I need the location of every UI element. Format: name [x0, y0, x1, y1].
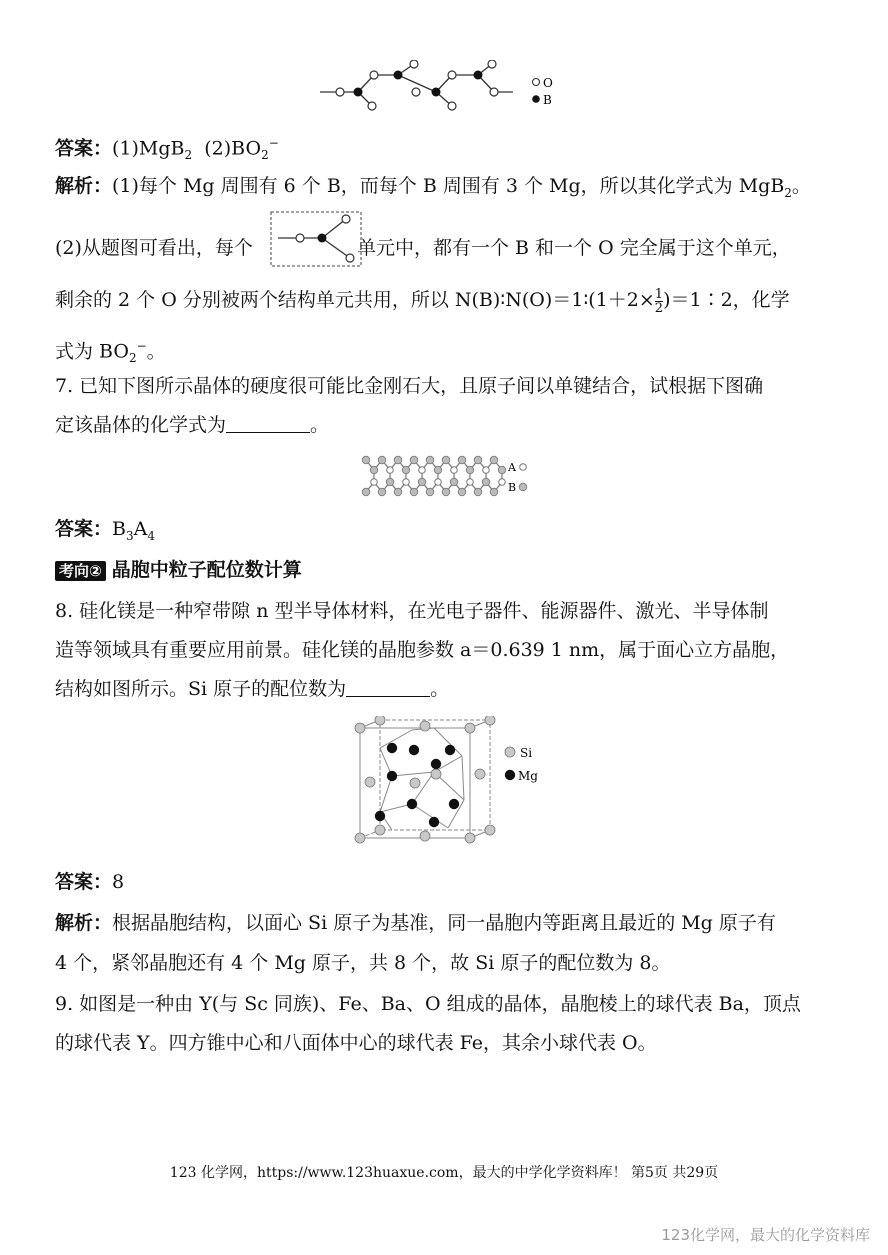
text: 结构如图所示。Si 原子的配位数为: [55, 678, 347, 700]
text: 定该晶体的化学式为: [55, 414, 227, 436]
text: 。: [791, 175, 811, 197]
text: )＝1∶2，化学: [663, 289, 790, 311]
text: 根据晶胞结构，以面心 Si 原子为基准，同一晶胞内等距离且最近的 Mg 原子有: [112, 912, 776, 934]
text: 9. 如图是一种由 Y(与 Sc 同族)、Fe、Ba、O 组成的晶体，晶胞棱上的球代表 Ba，顶点: [55, 993, 801, 1015]
q6-analysis-line-1: [55, 173, 811, 206]
q6-analysis-line-2: [55, 228, 791, 261]
sub: 4: [147, 528, 155, 543]
sub: 2: [261, 148, 269, 163]
legend-o-label: O: [543, 76, 553, 90]
legend-si-label: Si: [520, 746, 533, 760]
text: 8. 硅化镁是一种窄带隙 n 型半导体材料，在光电子器件、能源器件、激光、半导体制: [55, 600, 769, 622]
text: 。: [146, 340, 166, 363]
q8-question-line-2: [55, 637, 789, 663]
analysis-label: 解析：: [55, 175, 113, 197]
q8-answer-line: [55, 869, 124, 895]
q9-question-line-2: [55, 1030, 657, 1056]
q8-analysis-line-1: [55, 910, 776, 936]
text: 式为 BO: [55, 340, 129, 363]
sub: 2: [128, 351, 137, 366]
answer-part-2: (2)BO: [204, 137, 262, 160]
section-heading: [55, 557, 302, 583]
fraction-numerator: 1: [654, 286, 664, 302]
q7-answer-line: [55, 516, 155, 549]
q6-answer-line: [55, 130, 279, 168]
text: 。: [430, 678, 450, 700]
answer-label: 答案：: [55, 871, 113, 893]
page-footer: 123 化学网，https://www.123huaxue.com，最大的中学化学资料库！ 第5页 共29页: [169, 1165, 719, 1181]
q6-analysis-line-3: [55, 287, 790, 315]
text: (2)从题图可看出，每个: [55, 237, 253, 259]
answer-value: 8: [112, 871, 125, 893]
watermark: 123化学网，最大的化学资料库: [661, 1226, 870, 1244]
sup: −: [136, 339, 147, 353]
text: 造等领域具有重要应用前景。硅化镁的晶胞参数 a＝0.639 1 nm，属于面心立方晶胞，: [55, 639, 790, 661]
legend-b-label: B: [543, 93, 552, 107]
answer-part-1: (1)MgB: [112, 137, 185, 160]
text: B: [112, 518, 126, 540]
text: A: [133, 518, 148, 540]
sub: 2: [784, 185, 792, 200]
q8-analysis-line-2: [55, 950, 670, 976]
q7-question-line-1: [55, 373, 763, 399]
section-tag: 考向②: [55, 561, 106, 581]
text: 。: [310, 414, 330, 436]
fraction: [655, 288, 663, 315]
analysis-label: 解析：: [55, 912, 113, 934]
q8-question-line-1: [55, 598, 769, 624]
sub: 3: [125, 528, 134, 543]
fraction-denominator: 2: [654, 300, 664, 316]
mg2si-unit-cell-figure: [352, 716, 542, 852]
answer-blank: [346, 678, 430, 697]
section-title: 晶胞中粒子配位数计算: [111, 559, 302, 581]
legend-mg-label: Mg: [518, 769, 538, 783]
legend-a-label: A: [508, 461, 516, 474]
answer-label: 答案：: [55, 137, 113, 160]
text: 的球代表 Y。四方锥中心和八面体中心的球代表 Fe，其余小球代表 O。: [55, 1032, 657, 1054]
structure-unit-figure: [270, 211, 362, 267]
q6-analysis-line-4: [55, 333, 166, 371]
text: (1)每个 Mg 周围有 6 个 B，而每个 B 周围有 3 个 Mg，所以其化学式为 MgB: [112, 175, 785, 197]
q7-question-line-2: [55, 412, 329, 438]
answer-blank: [226, 414, 310, 433]
crystal-ab-figure: [360, 452, 530, 500]
q8-question-line-3: [55, 676, 449, 702]
legend-b-label: B: [508, 481, 517, 494]
sub: 2: [184, 148, 193, 163]
sup: −: [268, 136, 279, 150]
answer-label: 答案：: [55, 518, 113, 540]
q9-question-line-1: [55, 991, 801, 1017]
text: 4 个，紧邻晶胞还有 4 个 Mg 原子，共 8 个，故 Si 原子的配位数为 8。: [55, 952, 671, 974]
borate-chain-figure: [318, 60, 568, 116]
text: 7. 已知下图所示晶体的硬度很可能比金刚石大，且原子间以单键结合，试根据下图确: [55, 375, 764, 397]
text: 单元中，都有一个 B 和一个 O 完全属于这个单元，: [357, 237, 791, 259]
text: 剩余的 2 个 O 分别被两个结构单元共用，所以 N(B)∶N(O)＝1∶(1＋2×: [55, 289, 655, 311]
